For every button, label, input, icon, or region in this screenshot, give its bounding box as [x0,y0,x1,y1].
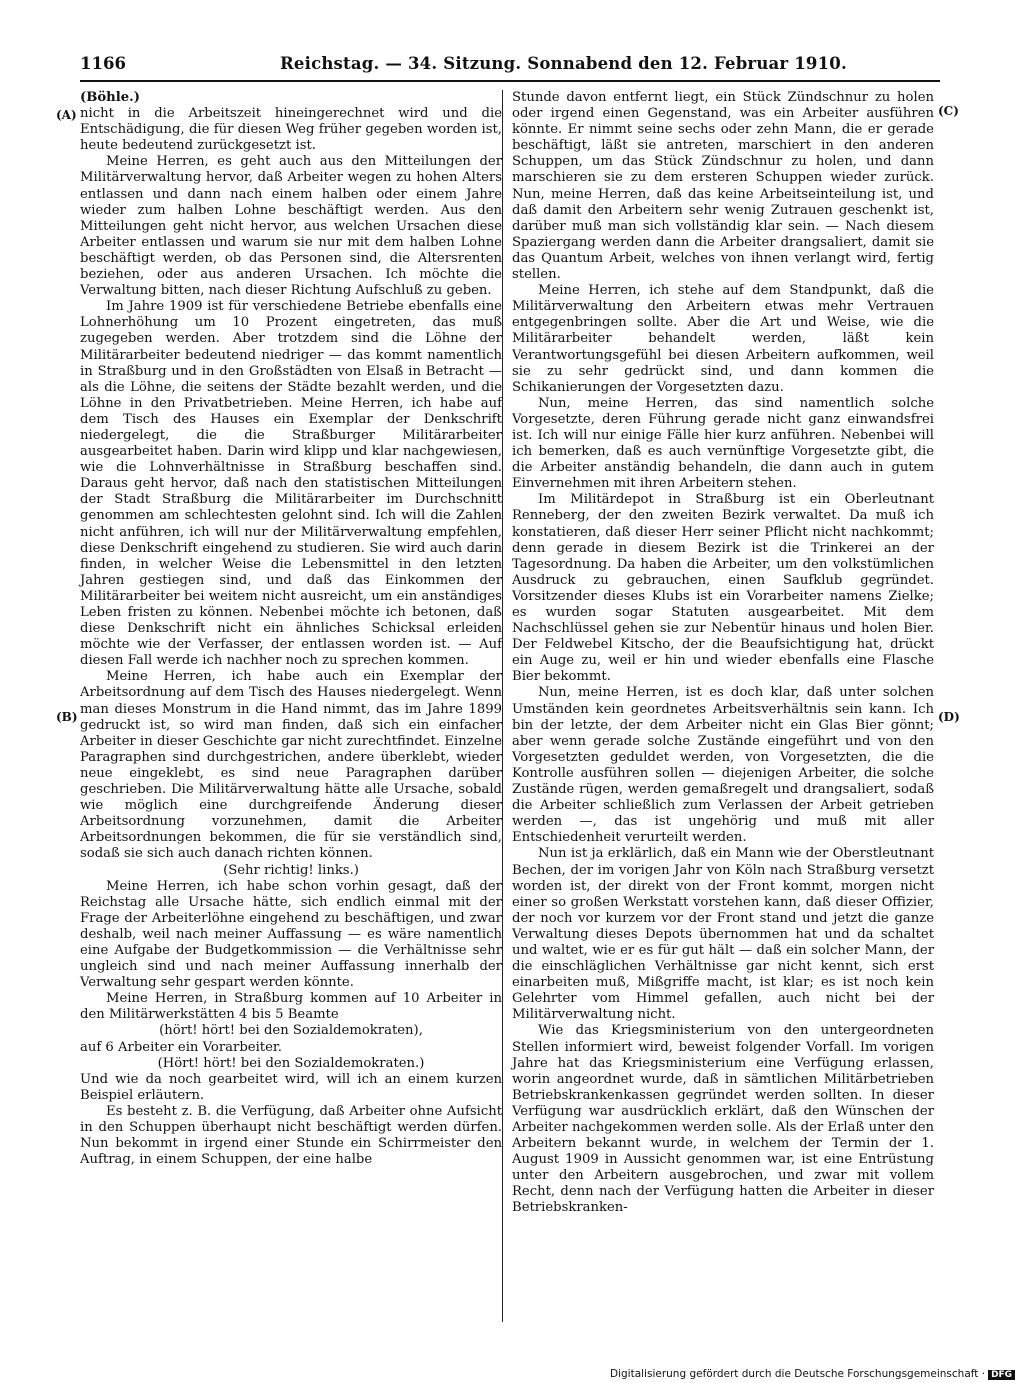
paragraph: Und wie da noch gearbeitet wird, will ich an einem kurzen Beispiel erläutern. [80,1071,502,1103]
margin-mark-a: (A) [56,108,77,122]
digitization-footer [610,1368,1013,1382]
paragraph: Nun ist ja erklärlich, daß ein Mann wie der Oberstleutnant Bechen, der im vorigen Jahr von Köln nach Straßburg versetzt worden ist, der direkt von der Front kommt, morgen nicht einer so großen Werkstatt vorstehen kann, daß dieser Offizier, der noch vor kurzem vor der Front stand und jetzt die ganze Verwaltung dieses Depots übernommen hat und da schaltet und waltet, wie er es für gut hält — daß ein solcher Mann, der die einschläglichen Verhältnisse gar nicht kennt, sich erst einarbeiten muß, Mißgriffe macht, ist klar; es ist noch kein Gelehrter vom Himmel gefallen, auch nicht bei der Militärverwaltung nicht. [512,846,934,1023]
header-rule [80,80,940,82]
paragraph: Nun, meine Herren, das sind namentlich solche Vorgesetzte, deren Führung gerade nicht ganz einwandsfrei ist. Ich will nur einige Fälle hier kurz anführen. Nebenbei will ich bemerken, daß es auch vernünftige Vorgesetzte gibt, die die Arbeiter anständig behandeln, die dann auch in gutem Einvernehmen mit ihren Arbeitern stehen. [512,395,934,492]
paragraph: Meine Herren, ich stehe auf dem Standpunkt, daß die Militärverwaltung den Arbeitern etwas mehr Vertrauen entgegenbringen sollte. Aber die Art und Weise, wie die Militärarbeiter behandelt werden, läßt kein Verantwortungsgefühl bei diesen Arbeitern aufkommen, weil sie zu sehr gedrückt sind, und dann kommen die Schikanierungen der Vorgesetzten dazu. [512,283,934,395]
paragraph: Nun, meine Herren, ist es doch klar, daß unter solchen Umständen kein geordnetes Arbeitsverhältnis sein kann. Ich bin der letzte, der dem Arbeiter nicht ein Glas Bier gönnt; aber wenn gerade solche Zustände eingeführt und von den Vorgesetzten geduldet werden, von Vorgesetzten, die die Kontrolle ausführen sollen — diejenigen Arbeiter, die solche Zustände rügen, werden gemaßregelt und drangsaliert, sodaß die Arbeiter schließlich zum Verlassen der Arbeit getrieben werden —, das ist ungehörig und muß mit aller Entschiedenheit verurteilt werden. [512,685,934,846]
right-column [512,90,934,1217]
interjection: (Sehr richtig! links.) [223,862,359,878]
page-header [80,54,1000,76]
page-number: 1166 [80,54,126,73]
speaker-label: (Böhle.) [80,90,141,105]
paragraph: nicht in die Arbeitszeit hineingerechnet wird und die Entschädigung, die für diesen Weg früher gegeben worden ist, heute bedeutend zurückgesetzt ist. [80,106,502,154]
margin-mark-b: (B) [56,710,78,724]
footer-text: Digitalisierung gefördert durch die Deutsche Forschungsgemeinschaft · [610,1368,986,1380]
paragraph: Meine Herren, ich habe auch ein Exemplar der Arbeitsordnung auf dem Tisch des Hauses niedergelegt. Wenn man dieses Monstrum in die Hand nimmt, das im Jahre 1899 gedruckt ist, so wird man finden, daß sich ein einfacher Arbeiter in dieser Geschichte gar nicht zurechtfindet. Einzelne Paragraphen sind durchgestrichen, andere überklebt, wieder neue eingeklebt, es sind neue Paragraphen darüber geschrieben. Die Militärverwaltung hätte alle Ursache, sobald wie möglich eine durchgreifende Änderung dieser Arbeitsordnung vorzunehmen, damit die Arbeiter Arbeitsordnungen bekommen, die für sie verständlich sind, sodaß sie sich auch danach richten können. [80,669,502,862]
margin-mark-c: (C) [938,104,959,118]
left-column [80,90,502,1168]
paragraph: Meine Herren, in Straßburg kommen auf 10 Arbeiter in den Militärwerkstätten 4 bis 5 Beamte [80,991,502,1023]
paragraph: Es besteht z. B. die Verfügung, daß Arbeiter ohne Aufsicht in den Schuppen überhaupt nicht beschäftigt werden dürfen. Nun bekommt in irgend einer Stunde ein Schirrmeister den Auftrag, in einem Schuppen, der eine halbe [80,1103,502,1168]
paragraph: Meine Herren, es geht auch aus den Mitteilungen der Militärverwaltung hervor, daß Arbeiter wegen zu hohen Alters entlassen und dann nach einem halben oder einem Jahre wieder zum halben Lohne beschäftigt werden. Aus den Mitteilungen geht nicht hervor, aus welchen Ursachen diese Arbeiter entlassen und warum sie nur mit dem halben Lohne beschäftigt werden, ob das Personen sind, die Altersrenten beziehen, oder aus anderen Ursachen. Ich möchte die Verwaltung bitten, nach dieser Richtung Aufschluß zu geben. [80,154,502,299]
dfg-logo: DFG [988,1370,1015,1380]
paragraph: auf 6 Arbeiter ein Vorarbeiter. [80,1039,282,1055]
running-head: Reichstag. — 34. Sitzung. Sonnabend den 12. Februar 1910. [280,54,847,73]
paragraph: Wie das Kriegsministerium von den untergeordneten Stellen informiert wird, beweist folgender Vorfall. Im vorigen Jahre hat das Kriegsministerium eine Verfügung erlassen, worin angeordnet wurde, daß in sämtlichen Militärbetrieben Betriebskrankenkassen gegründet werden sollten. In dieser Verfügung war ausdrücklich erklärt, daß den Wünschen der Arbeiter nachgekommen werden solle. Als der Erlaß unter den Arbeitern bekannt wurde, in welchem der Termin der 1. August 1909 in Aussicht genommen war, ist eine Entrüstung unter den Arbeitern ausgebrochen, und zwar mit vollem Recht, denn nach der Verfügung hatten die Arbeiter in dieser Betriebskranken- [512,1023,934,1216]
interjection: (Hört! hört! bei den Sozialdemokraten.) [157,1055,425,1071]
margin-mark-d: (D) [938,710,960,724]
paragraph: Meine Herren, ich habe schon vorhin gesagt, daß der Reichstag alle Ursache hätte, sich endlich einmal mit der Frage der Arbeiterlöhne eingehend zu beschäftigen, und zwar deshalb, weil nach meiner Auffassung — es wäre namentlich eine Aufgabe der Budgetkommission — die Verhältnisse sehr ungleich sind und nach meiner Auffassung innerhalb der Verwaltung sehr gespart werden könnte. [80,878,502,991]
paragraph: Stunde davon entfernt liegt, ein Stück Zündschnur zu holen oder irgend einen Gegenstand, was ein Arbeiter ausführen könnte. Er nimmt seine sechs oder zehn Mann, die er gerade beschäftigt, läßt sie antreten, marschiert in den anderen Schuppen, um das Stück Zündschnur zu holen, und dann marschieren sie zu dem ersteren Schuppen wieder zurück. Nun, meine Herren, daß das keine Arbeitseinteilung ist, und daß damit den Arbeitern sehr wenig Zutrauen geschenkt ist, darüber muß man sich vollständig klar sein. — Nach diesem Spaziergang werden dann die Arbeiter drangsaliert, damit sie das Quantum Arbeit, welches von ihnen verlangt wird, fertig stellen. [512,90,934,283]
paragraph: Im Militärdepot in Straßburg ist ein Oberleutnant Renneberg, der den zweiten Bezirk verwaltet. Da muß ich konstatieren, daß dieser Herr seiner Pflicht nicht nachkommt; denn gerade in diesem Bezirk ist die Trinkerei an der Tagesordnung. Da haben die Arbeiter, um den volkstümlichen Ausdruck zu gebrauchen, einen Saufklub gegründet. Vorsitzender dieses Klubs ist ein Vorarbeiter namens Zielke; es wurden sogar Statuten ausgearbeitet. Mit dem Nachschlüssel gehen sie zur Nebentür hinaus und holen Bier. Der Feldwebel Kitscho, der die Beaufsichtigung hat, drückt ein Auge zu, weil er hin und wieder ebenfalls eine Flasche Bier bekommt. [512,492,934,685]
interjection: (hört! hört! bei den Sozialdemokraten), [159,1023,423,1039]
paragraph: Im Jahre 1909 ist für verschiedene Betriebe ebenfalls eine Lohnerhöhung um 10 Prozent eingetreten, das muß zugegeben werden. Aber trotzdem sind die Löhne der Militärarbeiter bedeutend niedriger — das kommt namentlich in Straßburg und in den Großstädten von Elsaß in Betracht — als die Löhne, die seitens der Städte bezahlt werden, und die Löhne in den Privatbetrieben. Meine Herren, ich habe auf dem Tisch des Hauses ein Exemplar der Denkschrift niedergelegt, die die Straßburger Militärarbeiter ausgearbeitet haben. Darin wird klipp und klar nachgewiesen, wie die Lohnverhältnisse in Straßburg beschaffen sind. Daraus geht hervor, daß nach den statistischen Mitteilungen der Stadt Straßburg die Militärarbeiter im Durchschnitt genommen am schlechtesten gelohnt sind. Ich will die Zahlen nicht anführen, ich will nur der Militärverwaltung empfehlen, diese Denkschrift eingehend zu studieren. Sie wird auch darin finden, in welcher Weise die Lebensmittel in den letzten Jahren gestiegen sind, und daß das Einkommen der Militärarbeiter bei weitem nicht ausreicht, um ein anständiges Leben fristen zu können. Nebenbei möchte ich betonen, daß diese Denkschrift nicht ein ähnliches Schicksal erleiden möchte wie der Verfasser, der entlassen worden ist. — Auf diesen Fall werde ich nachher noch zu sprechen kommen. [80,299,502,669]
column-divider [502,90,503,1322]
